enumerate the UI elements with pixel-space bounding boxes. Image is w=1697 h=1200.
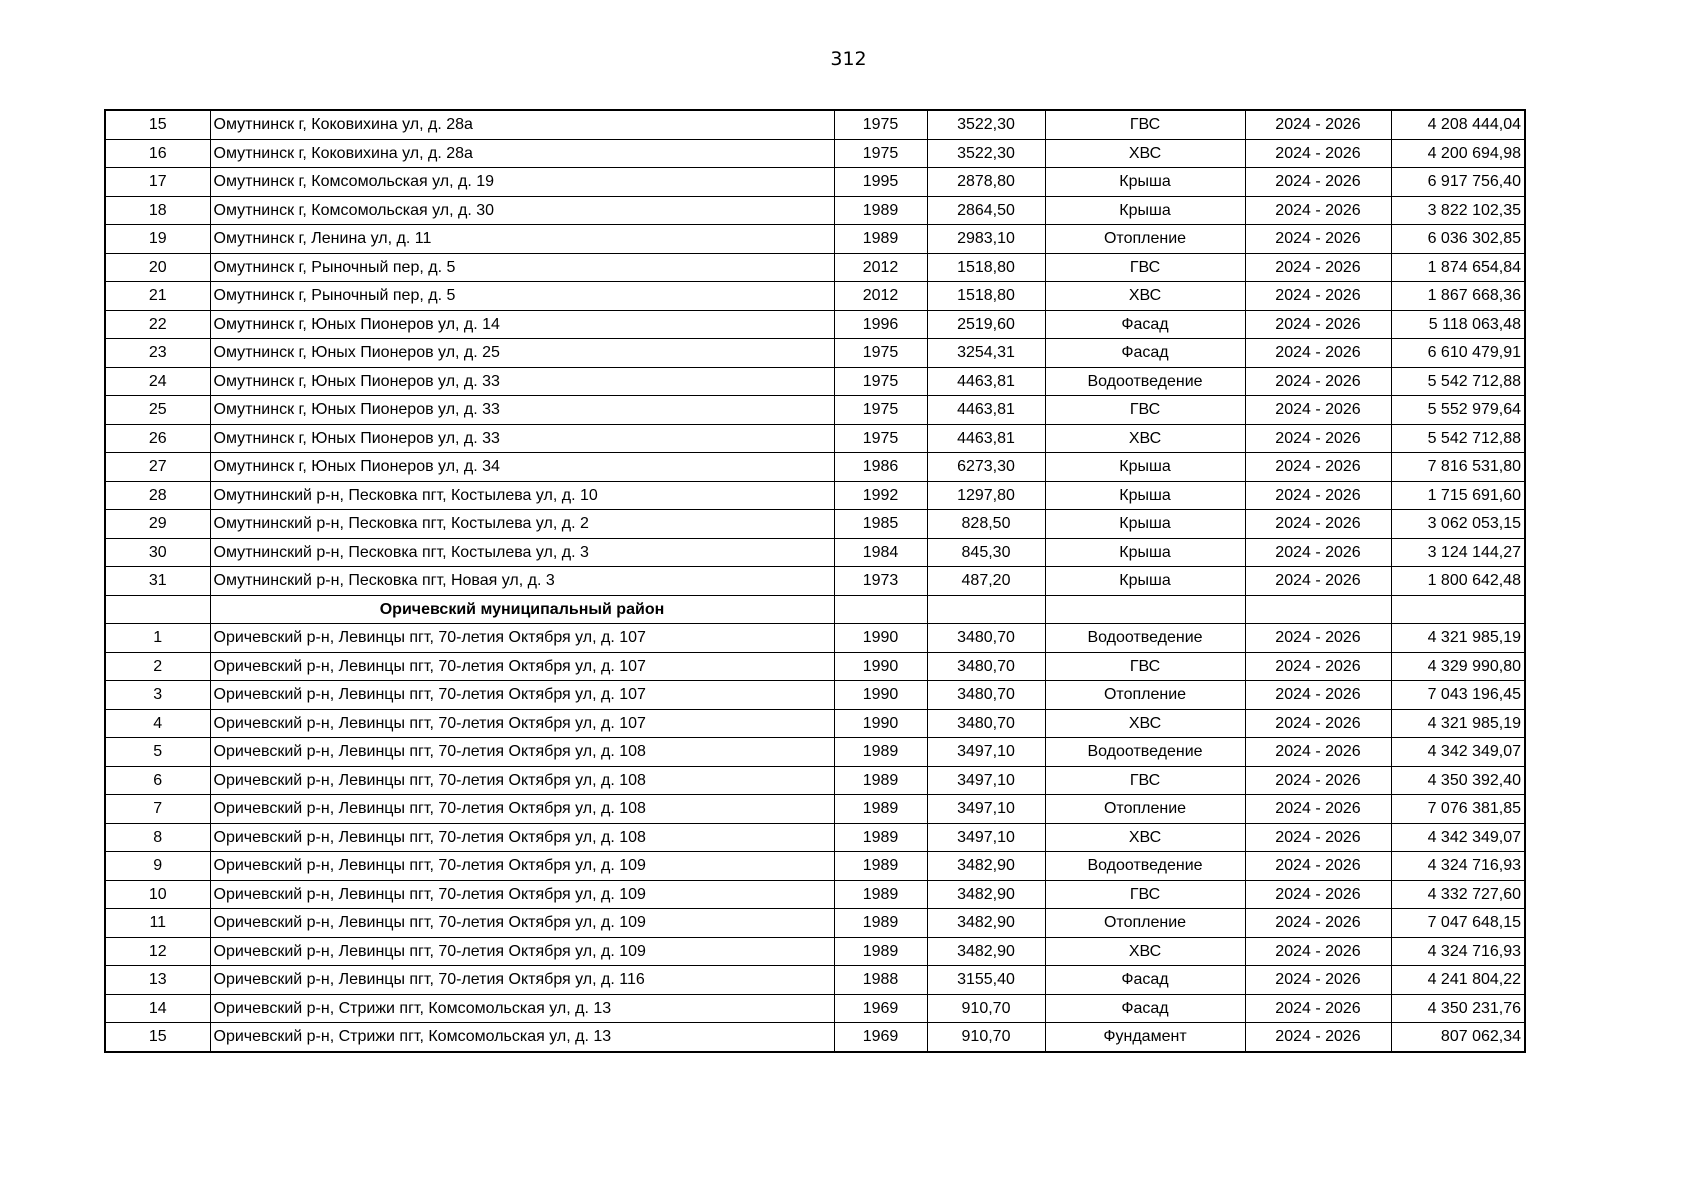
- year-built-cell: 1969: [834, 1023, 927, 1052]
- row-number-cell: 29: [105, 510, 210, 539]
- address-cell: Омутнинск г, Коковихина ул, д. 28а: [210, 110, 834, 139]
- table-row: [105, 225, 1525, 254]
- area-cell: 487,20: [927, 567, 1045, 596]
- table-row: [105, 909, 1525, 938]
- period-cell: 2024 - 2026: [1245, 567, 1391, 596]
- period-cell: 2024 - 2026: [1245, 795, 1391, 824]
- cost-cell: 7 047 648,15: [1391, 909, 1525, 938]
- period-cell: 2024 - 2026: [1245, 339, 1391, 368]
- table-row: [105, 396, 1525, 425]
- work-type-cell: ХВС: [1045, 282, 1245, 311]
- work-type-cell: Крыша: [1045, 168, 1245, 197]
- row-number-cell: 15: [105, 110, 210, 139]
- work-type-cell: ГВС: [1045, 396, 1245, 425]
- year-built-cell: [834, 595, 927, 624]
- period-cell: 2024 - 2026: [1245, 424, 1391, 453]
- period-cell: 2024 - 2026: [1245, 681, 1391, 710]
- cost-cell: 3 822 102,35: [1391, 196, 1525, 225]
- cost-cell: 4 200 694,98: [1391, 139, 1525, 168]
- cost-cell: 4 342 349,07: [1391, 823, 1525, 852]
- work-type-cell: ХВС: [1045, 937, 1245, 966]
- year-built-cell: 1995: [834, 168, 927, 197]
- work-type-cell: ГВС: [1045, 880, 1245, 909]
- year-built-cell: 1975: [834, 424, 927, 453]
- cost-cell: 4 342 349,07: [1391, 738, 1525, 767]
- address-cell: Омутнинск г, Юных Пионеров ул, д. 33: [210, 367, 834, 396]
- period-cell: 2024 - 2026: [1245, 937, 1391, 966]
- year-built-cell: 1975: [834, 396, 927, 425]
- table-body: [105, 110, 1525, 1052]
- row-number-cell: 11: [105, 909, 210, 938]
- work-type-cell: Крыша: [1045, 481, 1245, 510]
- table-row: [105, 709, 1525, 738]
- cost-cell: 1 874 654,84: [1391, 253, 1525, 282]
- table-row: [105, 538, 1525, 567]
- area-cell: 3155,40: [927, 966, 1045, 995]
- table-row: [105, 966, 1525, 995]
- row-number-cell: 9: [105, 852, 210, 881]
- row-number-cell: 13: [105, 966, 210, 995]
- area-cell: 1297,80: [927, 481, 1045, 510]
- period-cell: [1245, 595, 1391, 624]
- row-number-cell: 18: [105, 196, 210, 225]
- year-built-cell: 1989: [834, 795, 927, 824]
- address-cell: Омутнинск г, Юных Пионеров ул, д. 33: [210, 396, 834, 425]
- area-cell: 6273,30: [927, 453, 1045, 482]
- row-number-cell: 10: [105, 880, 210, 909]
- year-built-cell: 1989: [834, 766, 927, 795]
- period-cell: 2024 - 2026: [1245, 396, 1391, 425]
- area-cell: 3482,90: [927, 937, 1045, 966]
- period-cell: 2024 - 2026: [1245, 738, 1391, 767]
- cost-cell: 5 542 712,88: [1391, 424, 1525, 453]
- row-number-cell: 5: [105, 738, 210, 767]
- table-row: [105, 624, 1525, 653]
- period-cell: 2024 - 2026: [1245, 168, 1391, 197]
- year-built-cell: 1973: [834, 567, 927, 596]
- work-type-cell: Фасад: [1045, 966, 1245, 995]
- area-cell: 1518,80: [927, 282, 1045, 311]
- work-type-cell: Фасад: [1045, 310, 1245, 339]
- area-cell: 4463,81: [927, 396, 1045, 425]
- year-built-cell: 1989: [834, 852, 927, 881]
- address-cell: Оричевский р-н, Левинцы пгт, 70-летия Октября ул, д. 107: [210, 681, 834, 710]
- address-cell: Оричевский р-н, Левинцы пгт, 70-летия Октября ул, д. 107: [210, 652, 834, 681]
- area-cell: 3480,70: [927, 681, 1045, 710]
- area-cell: 1518,80: [927, 253, 1045, 282]
- table-row: [105, 139, 1525, 168]
- year-built-cell: 1975: [834, 339, 927, 368]
- row-number-cell: 16: [105, 139, 210, 168]
- address-cell: Омутнинск г, Коковихина ул, д. 28а: [210, 139, 834, 168]
- cost-cell: 3 062 053,15: [1391, 510, 1525, 539]
- address-cell: Омутнинский р-н, Песковка пгт, Костылева ул, д. 10: [210, 481, 834, 510]
- address-cell: Омутнинск г, Рыночный пер, д. 5: [210, 282, 834, 311]
- row-number-cell: 15: [105, 1023, 210, 1052]
- row-number-cell: 12: [105, 937, 210, 966]
- year-built-cell: 1975: [834, 367, 927, 396]
- cost-cell: 5 542 712,88: [1391, 367, 1525, 396]
- cost-cell: [1391, 595, 1525, 624]
- area-cell: 3480,70: [927, 709, 1045, 738]
- table-row: [105, 110, 1525, 139]
- address-cell: Оричевский р-н, Левинцы пгт, 70-летия Октября ул, д. 107: [210, 624, 834, 653]
- work-type-cell: ХВС: [1045, 139, 1245, 168]
- area-cell: 3497,10: [927, 795, 1045, 824]
- address-cell: Оричевский р-н, Левинцы пгт, 70-летия Октября ул, д. 109: [210, 880, 834, 909]
- area-cell: 2878,80: [927, 168, 1045, 197]
- cost-cell: 7 043 196,45: [1391, 681, 1525, 710]
- cost-cell: 7 816 531,80: [1391, 453, 1525, 482]
- area-cell: 845,30: [927, 538, 1045, 567]
- work-type-cell: Крыша: [1045, 510, 1245, 539]
- work-type-cell: ГВС: [1045, 652, 1245, 681]
- address-cell: Оричевский р-н, Левинцы пгт, 70-летия Октября ул, д. 108: [210, 738, 834, 767]
- work-type-cell: Крыша: [1045, 567, 1245, 596]
- cost-cell: 1 867 668,36: [1391, 282, 1525, 311]
- work-type-cell: Водоотведение: [1045, 738, 1245, 767]
- cost-cell: 6 610 479,91: [1391, 339, 1525, 368]
- cost-cell: 7 076 381,85: [1391, 795, 1525, 824]
- row-number-cell: 26: [105, 424, 210, 453]
- table-row: [105, 453, 1525, 482]
- address-cell: Оричевский р-н, Стрижи пгт, Комсомольская ул, д. 13: [210, 994, 834, 1023]
- table-row: [105, 1023, 1525, 1052]
- row-number-cell: [105, 595, 210, 624]
- period-cell: 2024 - 2026: [1245, 310, 1391, 339]
- address-cell: Оричевский р-н, Левинцы пгт, 70-летия Октября ул, д. 109: [210, 937, 834, 966]
- row-number-cell: 3: [105, 681, 210, 710]
- address-cell: Оричевский р-н, Левинцы пгт, 70-летия Октября ул, д. 109: [210, 852, 834, 881]
- row-number-cell: 27: [105, 453, 210, 482]
- row-number-cell: 24: [105, 367, 210, 396]
- period-cell: 2024 - 2026: [1245, 538, 1391, 567]
- address-cell: Оричевский р-н, Левинцы пгт, 70-летия Октября ул, д. 108: [210, 823, 834, 852]
- area-cell: 3482,90: [927, 909, 1045, 938]
- table-row: [105, 481, 1525, 510]
- cost-cell: 3 124 144,27: [1391, 538, 1525, 567]
- work-type-cell: Отопление: [1045, 681, 1245, 710]
- table-row: [105, 880, 1525, 909]
- cost-cell: 6 917 756,40: [1391, 168, 1525, 197]
- table-row: [105, 310, 1525, 339]
- table-row: [105, 852, 1525, 881]
- area-cell: 3497,10: [927, 766, 1045, 795]
- area-cell: 910,70: [927, 994, 1045, 1023]
- year-built-cell: 1985: [834, 510, 927, 539]
- cost-cell: 4 321 985,19: [1391, 709, 1525, 738]
- year-built-cell: 1989: [834, 880, 927, 909]
- row-number-cell: 7: [105, 795, 210, 824]
- year-built-cell: 1990: [834, 624, 927, 653]
- address-cell: Омутнинский р-н, Песковка пгт, Костылева ул, д. 3: [210, 538, 834, 567]
- cost-cell: 4 321 985,19: [1391, 624, 1525, 653]
- period-cell: 2024 - 2026: [1245, 966, 1391, 995]
- address-cell: Омутнинск г, Комсомольская ул, д. 19: [210, 168, 834, 197]
- period-cell: 2024 - 2026: [1245, 110, 1391, 139]
- year-built-cell: 1989: [834, 225, 927, 254]
- row-number-cell: 23: [105, 339, 210, 368]
- cost-cell: 807 062,34: [1391, 1023, 1525, 1052]
- page-number: 312: [830, 48, 867, 70]
- period-cell: 2024 - 2026: [1245, 880, 1391, 909]
- row-number-cell: 20: [105, 253, 210, 282]
- year-built-cell: 1989: [834, 823, 927, 852]
- address-cell: Омутнинск г, Комсомольская ул, д. 30: [210, 196, 834, 225]
- year-built-cell: 1990: [834, 709, 927, 738]
- cost-cell: 5 118 063,48: [1391, 310, 1525, 339]
- period-cell: 2024 - 2026: [1245, 909, 1391, 938]
- table-row: [105, 424, 1525, 453]
- cost-cell: 4 350 231,76: [1391, 994, 1525, 1023]
- area-cell: 3254,31: [927, 339, 1045, 368]
- area-cell: 3480,70: [927, 652, 1045, 681]
- year-built-cell: 1986: [834, 453, 927, 482]
- row-number-cell: 22: [105, 310, 210, 339]
- year-built-cell: 1996: [834, 310, 927, 339]
- work-type-cell: Отопление: [1045, 795, 1245, 824]
- work-type-cell: Водоотведение: [1045, 624, 1245, 653]
- row-number-cell: 19: [105, 225, 210, 254]
- period-cell: 2024 - 2026: [1245, 225, 1391, 254]
- district-header-row: [105, 595, 1525, 624]
- period-cell: 2024 - 2026: [1245, 510, 1391, 539]
- work-type-cell: Крыша: [1045, 538, 1245, 567]
- cost-cell: 4 350 392,40: [1391, 766, 1525, 795]
- table-row: [105, 196, 1525, 225]
- cost-cell: 6 036 302,85: [1391, 225, 1525, 254]
- period-cell: 2024 - 2026: [1245, 1023, 1391, 1052]
- table-row: [105, 823, 1525, 852]
- row-number-cell: 6: [105, 766, 210, 795]
- cost-cell: 4 324 716,93: [1391, 937, 1525, 966]
- period-cell: 2024 - 2026: [1245, 652, 1391, 681]
- year-built-cell: 1984: [834, 538, 927, 567]
- row-number-cell: 28: [105, 481, 210, 510]
- period-cell: 2024 - 2026: [1245, 453, 1391, 482]
- address-cell: Оричевский р-н, Стрижи пгт, Комсомольская ул, д. 13: [210, 1023, 834, 1052]
- table-row: [105, 795, 1525, 824]
- work-type-cell: Фасад: [1045, 994, 1245, 1023]
- work-type-cell: ХВС: [1045, 424, 1245, 453]
- area-cell: 3482,90: [927, 852, 1045, 881]
- table-row: [105, 367, 1525, 396]
- period-cell: 2024 - 2026: [1245, 367, 1391, 396]
- cost-cell: 1 800 642,48: [1391, 567, 1525, 596]
- table-row: [105, 994, 1525, 1023]
- table-row: [105, 766, 1525, 795]
- repair-register-table: [104, 109, 1526, 1053]
- address-cell: Омутнинск г, Юных Пионеров ул, д. 34: [210, 453, 834, 482]
- year-built-cell: 1975: [834, 139, 927, 168]
- work-type-cell: ГВС: [1045, 110, 1245, 139]
- area-cell: 3482,90: [927, 880, 1045, 909]
- year-built-cell: 1969: [834, 994, 927, 1023]
- period-cell: 2024 - 2026: [1245, 766, 1391, 795]
- row-number-cell: 25: [105, 396, 210, 425]
- year-built-cell: 1989: [834, 196, 927, 225]
- address-cell: Омутнинск г, Ленина ул, д. 11: [210, 225, 834, 254]
- area-cell: 910,70: [927, 1023, 1045, 1052]
- table-row: [105, 339, 1525, 368]
- area-cell: 4463,81: [927, 367, 1045, 396]
- work-type-cell: Водоотведение: [1045, 852, 1245, 881]
- table-row: [105, 567, 1525, 596]
- period-cell: 2024 - 2026: [1245, 994, 1391, 1023]
- period-cell: 2024 - 2026: [1245, 823, 1391, 852]
- address-cell: Омутнинск г, Рыночный пер, д. 5: [210, 253, 834, 282]
- year-built-cell: 1989: [834, 738, 927, 767]
- year-built-cell: 1975: [834, 110, 927, 139]
- area-cell: [927, 595, 1045, 624]
- area-cell: 2864,50: [927, 196, 1045, 225]
- row-number-cell: 30: [105, 538, 210, 567]
- year-built-cell: 1989: [834, 909, 927, 938]
- address-cell: Оричевский р-н, Левинцы пгт, 70-летия Октября ул, д. 108: [210, 766, 834, 795]
- address-cell: Омутнинск г, Юных Пионеров ул, д. 25: [210, 339, 834, 368]
- area-cell: 3497,10: [927, 823, 1045, 852]
- address-cell: Омутнинск г, Юных Пионеров ул, д. 14: [210, 310, 834, 339]
- period-cell: 2024 - 2026: [1245, 196, 1391, 225]
- work-type-cell: Фундамент: [1045, 1023, 1245, 1052]
- area-cell: 3497,10: [927, 738, 1045, 767]
- cost-cell: 1 715 691,60: [1391, 481, 1525, 510]
- work-type-cell: ХВС: [1045, 709, 1245, 738]
- work-type-cell: Отопление: [1045, 909, 1245, 938]
- row-number-cell: 8: [105, 823, 210, 852]
- table-row: [105, 253, 1525, 282]
- year-built-cell: 1990: [834, 652, 927, 681]
- row-number-cell: 1: [105, 624, 210, 653]
- area-cell: 828,50: [927, 510, 1045, 539]
- cost-cell: 4 208 444,04: [1391, 110, 1525, 139]
- work-type-cell: [1045, 595, 1245, 624]
- address-cell: Омутнинск г, Юных Пионеров ул, д. 33: [210, 424, 834, 453]
- work-type-cell: ГВС: [1045, 766, 1245, 795]
- row-number-cell: 4: [105, 709, 210, 738]
- year-built-cell: 1992: [834, 481, 927, 510]
- year-built-cell: 1988: [834, 966, 927, 995]
- address-cell: Оричевский р-н, Левинцы пгт, 70-летия Октября ул, д. 108: [210, 795, 834, 824]
- period-cell: 2024 - 2026: [1245, 282, 1391, 311]
- period-cell: 2024 - 2026: [1245, 709, 1391, 738]
- address-cell: Оричевский р-н, Левинцы пгт, 70-летия Октября ул, д. 107: [210, 709, 834, 738]
- work-type-cell: Крыша: [1045, 453, 1245, 482]
- table-row: [105, 681, 1525, 710]
- address-cell: Омутнинский р-н, Песковка пгт, Костылева ул, д. 2: [210, 510, 834, 539]
- year-built-cell: 2012: [834, 253, 927, 282]
- work-type-cell: Крыша: [1045, 196, 1245, 225]
- table-row: [105, 738, 1525, 767]
- table-row: [105, 168, 1525, 197]
- row-number-cell: 21: [105, 282, 210, 311]
- year-built-cell: 1989: [834, 937, 927, 966]
- area-cell: 3480,70: [927, 624, 1045, 653]
- table-row: [105, 937, 1525, 966]
- table-row: [105, 652, 1525, 681]
- period-cell: 2024 - 2026: [1245, 253, 1391, 282]
- district-name-cell: Оричевский муниципальный район: [210, 595, 834, 624]
- row-number-cell: 31: [105, 567, 210, 596]
- cost-cell: 4 241 804,22: [1391, 966, 1525, 995]
- year-built-cell: 2012: [834, 282, 927, 311]
- work-type-cell: Фасад: [1045, 339, 1245, 368]
- year-built-cell: 1990: [834, 681, 927, 710]
- work-type-cell: Водоотведение: [1045, 367, 1245, 396]
- period-cell: 2024 - 2026: [1245, 624, 1391, 653]
- area-cell: 3522,30: [927, 110, 1045, 139]
- area-cell: 2983,10: [927, 225, 1045, 254]
- work-type-cell: ГВС: [1045, 253, 1245, 282]
- row-number-cell: 2: [105, 652, 210, 681]
- work-type-cell: Отопление: [1045, 225, 1245, 254]
- row-number-cell: 17: [105, 168, 210, 197]
- period-cell: 2024 - 2026: [1245, 481, 1391, 510]
- cost-cell: 4 332 727,60: [1391, 880, 1525, 909]
- table-row: [105, 510, 1525, 539]
- table-row: [105, 282, 1525, 311]
- work-type-cell: ХВС: [1045, 823, 1245, 852]
- row-number-cell: 14: [105, 994, 210, 1023]
- cost-cell: 4 324 716,93: [1391, 852, 1525, 881]
- area-cell: 3522,30: [927, 139, 1045, 168]
- address-cell: Оричевский р-н, Левинцы пгт, 70-летия Октября ул, д. 116: [210, 966, 834, 995]
- area-cell: 4463,81: [927, 424, 1045, 453]
- period-cell: 2024 - 2026: [1245, 139, 1391, 168]
- address-cell: Омутнинский р-н, Песковка пгт, Новая ул, д. 3: [210, 567, 834, 596]
- period-cell: 2024 - 2026: [1245, 852, 1391, 881]
- address-cell: Оричевский р-н, Левинцы пгт, 70-летия Октября ул, д. 109: [210, 909, 834, 938]
- cost-cell: 4 329 990,80: [1391, 652, 1525, 681]
- area-cell: 2519,60: [927, 310, 1045, 339]
- cost-cell: 5 552 979,64: [1391, 396, 1525, 425]
